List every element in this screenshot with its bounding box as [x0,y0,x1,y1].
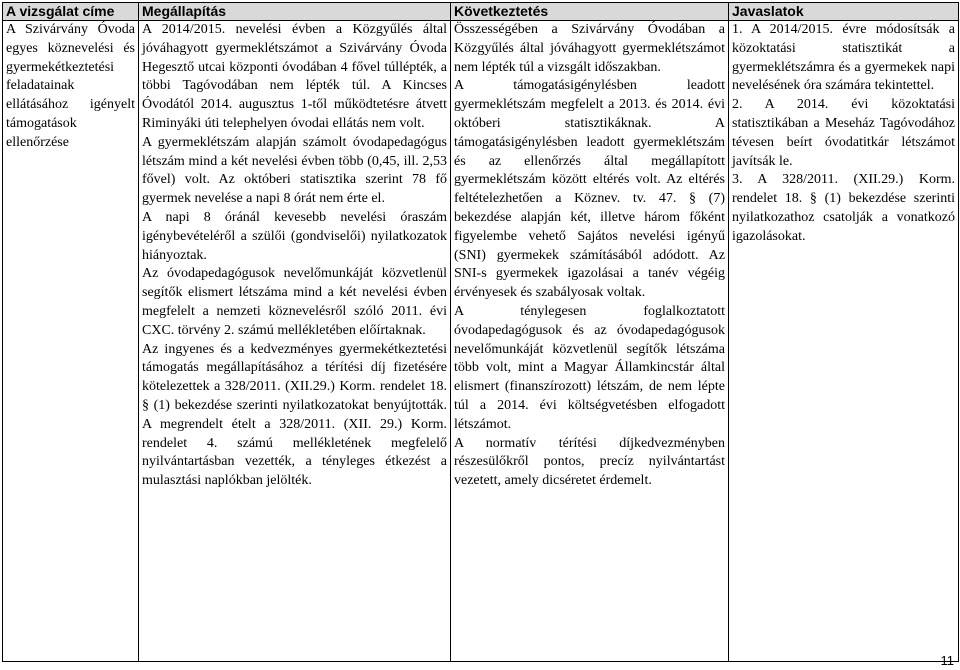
header-finding: Megállapítás [139,3,451,21]
recommendation-item: 2. A 2014. évi közoktatási statisztikában a Meseház Tagóvodához tévesen beírt óvodatitkár létszámot javítsák le. [732,97,955,169]
finding-paragraph: Az óvodapedagógusok nevelőmunkáját közvetlenül segítők elismert létszáma mind a két nevelési évben megfelelt a nemzeti köznevelésről szóló 2011. évi CXC. törvény 2. számú mellékletében előírtaknak. [142,266,447,338]
conclusion-paragraph: A támogatásigénylésben leadott gyermeklétszám megfelelt a 2013. és 2014. évi októberi statisztikáknak. A támogatásigénylésben leadott gyermeklétszám és az ellenőrzés által megállapított gyermeklétszám között eltérés volt. Az eltérés feltételezhetően a Köznev. tv. 47. § (7) bekezdése alapján két, illetve három főként figyelembe vehető Sajátos nevelési igényű (SNI) gyermekek számításából adódott. Az SNI-s gyermekek igazolásai a tanév végéig érvényesek és szabályosak voltak. [454,78,725,301]
table-header-row [3,3,959,21]
header-audit-title: A vizsgálat címe [3,3,139,21]
header-recommendations: Javaslatok [729,3,959,21]
finding-paragraph: Az ingyenes és a kedvezményes gyermekétkeztetési támogatás megállapításához a térítési díj fizetésére kötelezettek a 328/2011. (XII.29.) Korm. rendelet 18. § (1) bekezdése szerinti nyilatkozatokat benyújtották. A megrendelt ételt a 328/2011. (XII. 29.) Korm. rendelet 4. számú mellékletének megfelelő nyilvántartásban vezették, a tényleges étkezést a mulasztási naplókban jelölték. [142,341,447,489]
findings-cell [139,21,451,662]
recommendations-list [732,21,955,247]
page-number: 11 [940,653,954,668]
finding-paragraph: A gyermeklétszám alapján számolt óvodapedagógus létszám mind a két nevelési évben több (0,45, ill. 2,53 fővel) volt. Az októberi statisztika szerint 78 fő gyermek nevelése a napi 8 órát nem érte el. [142,134,447,207]
conclusions-cell [451,21,729,662]
recommendations-cell [729,21,959,662]
audit-title-text: A Szivárvány Óvoda egyes köznevelési és gyermekétkeztetési feladatainak ellátásához igényelt támogatások ellenőrzése [6,22,135,150]
recommendation-item: 1. A 2014/2015. évre módosítsák a közoktatási statisztikát a gyermeklétszámra és a gyermekek napi nevelésének óra számára tekintettel. [732,22,955,94]
conclusion-paragraph: Összességében a Szivárvány Óvodában a Közgyűlés által jóváhagyott gyermeklétszámot nem lépték túl a vizsgált időszakban. [454,22,725,75]
audit-findings-table [2,2,959,662]
finding-paragraph: A napi 8 óránál kevesebb nevelési óraszám igénybevételéről a szülői (gondviselői) nyilatkozatok hiányoztak. [142,209,447,263]
audit-title-cell [3,21,139,662]
recommendation-item: 3. A 328/2011. (XII.29.) Korm. rendelet 18. § (1) bekezdése szerinti nyilatkozathoz csatolják a vonatkozó igazolásokat. [732,172,955,244]
table-row [3,21,959,662]
header-conclusion: Következtetés [451,3,729,21]
finding-paragraph: A 2014/2015. nevelési évben a Közgyűlés által jóváhagyott gyermeklétszámot a Szivárvány Óvoda Hegesztő utcai központi óvodában 4 fővel túllépték, a többi Tagóvodában nem lépték túl. A Kincses Óvodától 2014. augusztus 1-től működtetésre átvett Riminyáki úti telephelyen óvodai ellátás nem volt. [142,22,447,131]
conclusion-paragraph: A ténylegesen foglalkoztatott óvodapedagógusok és az óvodapedagógusok nevelőmunkáját közvetlenül segítők létszáma több volt, mint a Magyar Államkincstár által elismert (finanszírozott) létszám, de nem lépte túl a 2014. évi költségvetésben elfogadott létszámot. [454,303,725,432]
conclusion-paragraph: A normatív térítési díjkedvezményben részesülőkről pontos, precíz nyilvántartást vezetett, amely dicséretet érdemelt. [454,435,725,489]
